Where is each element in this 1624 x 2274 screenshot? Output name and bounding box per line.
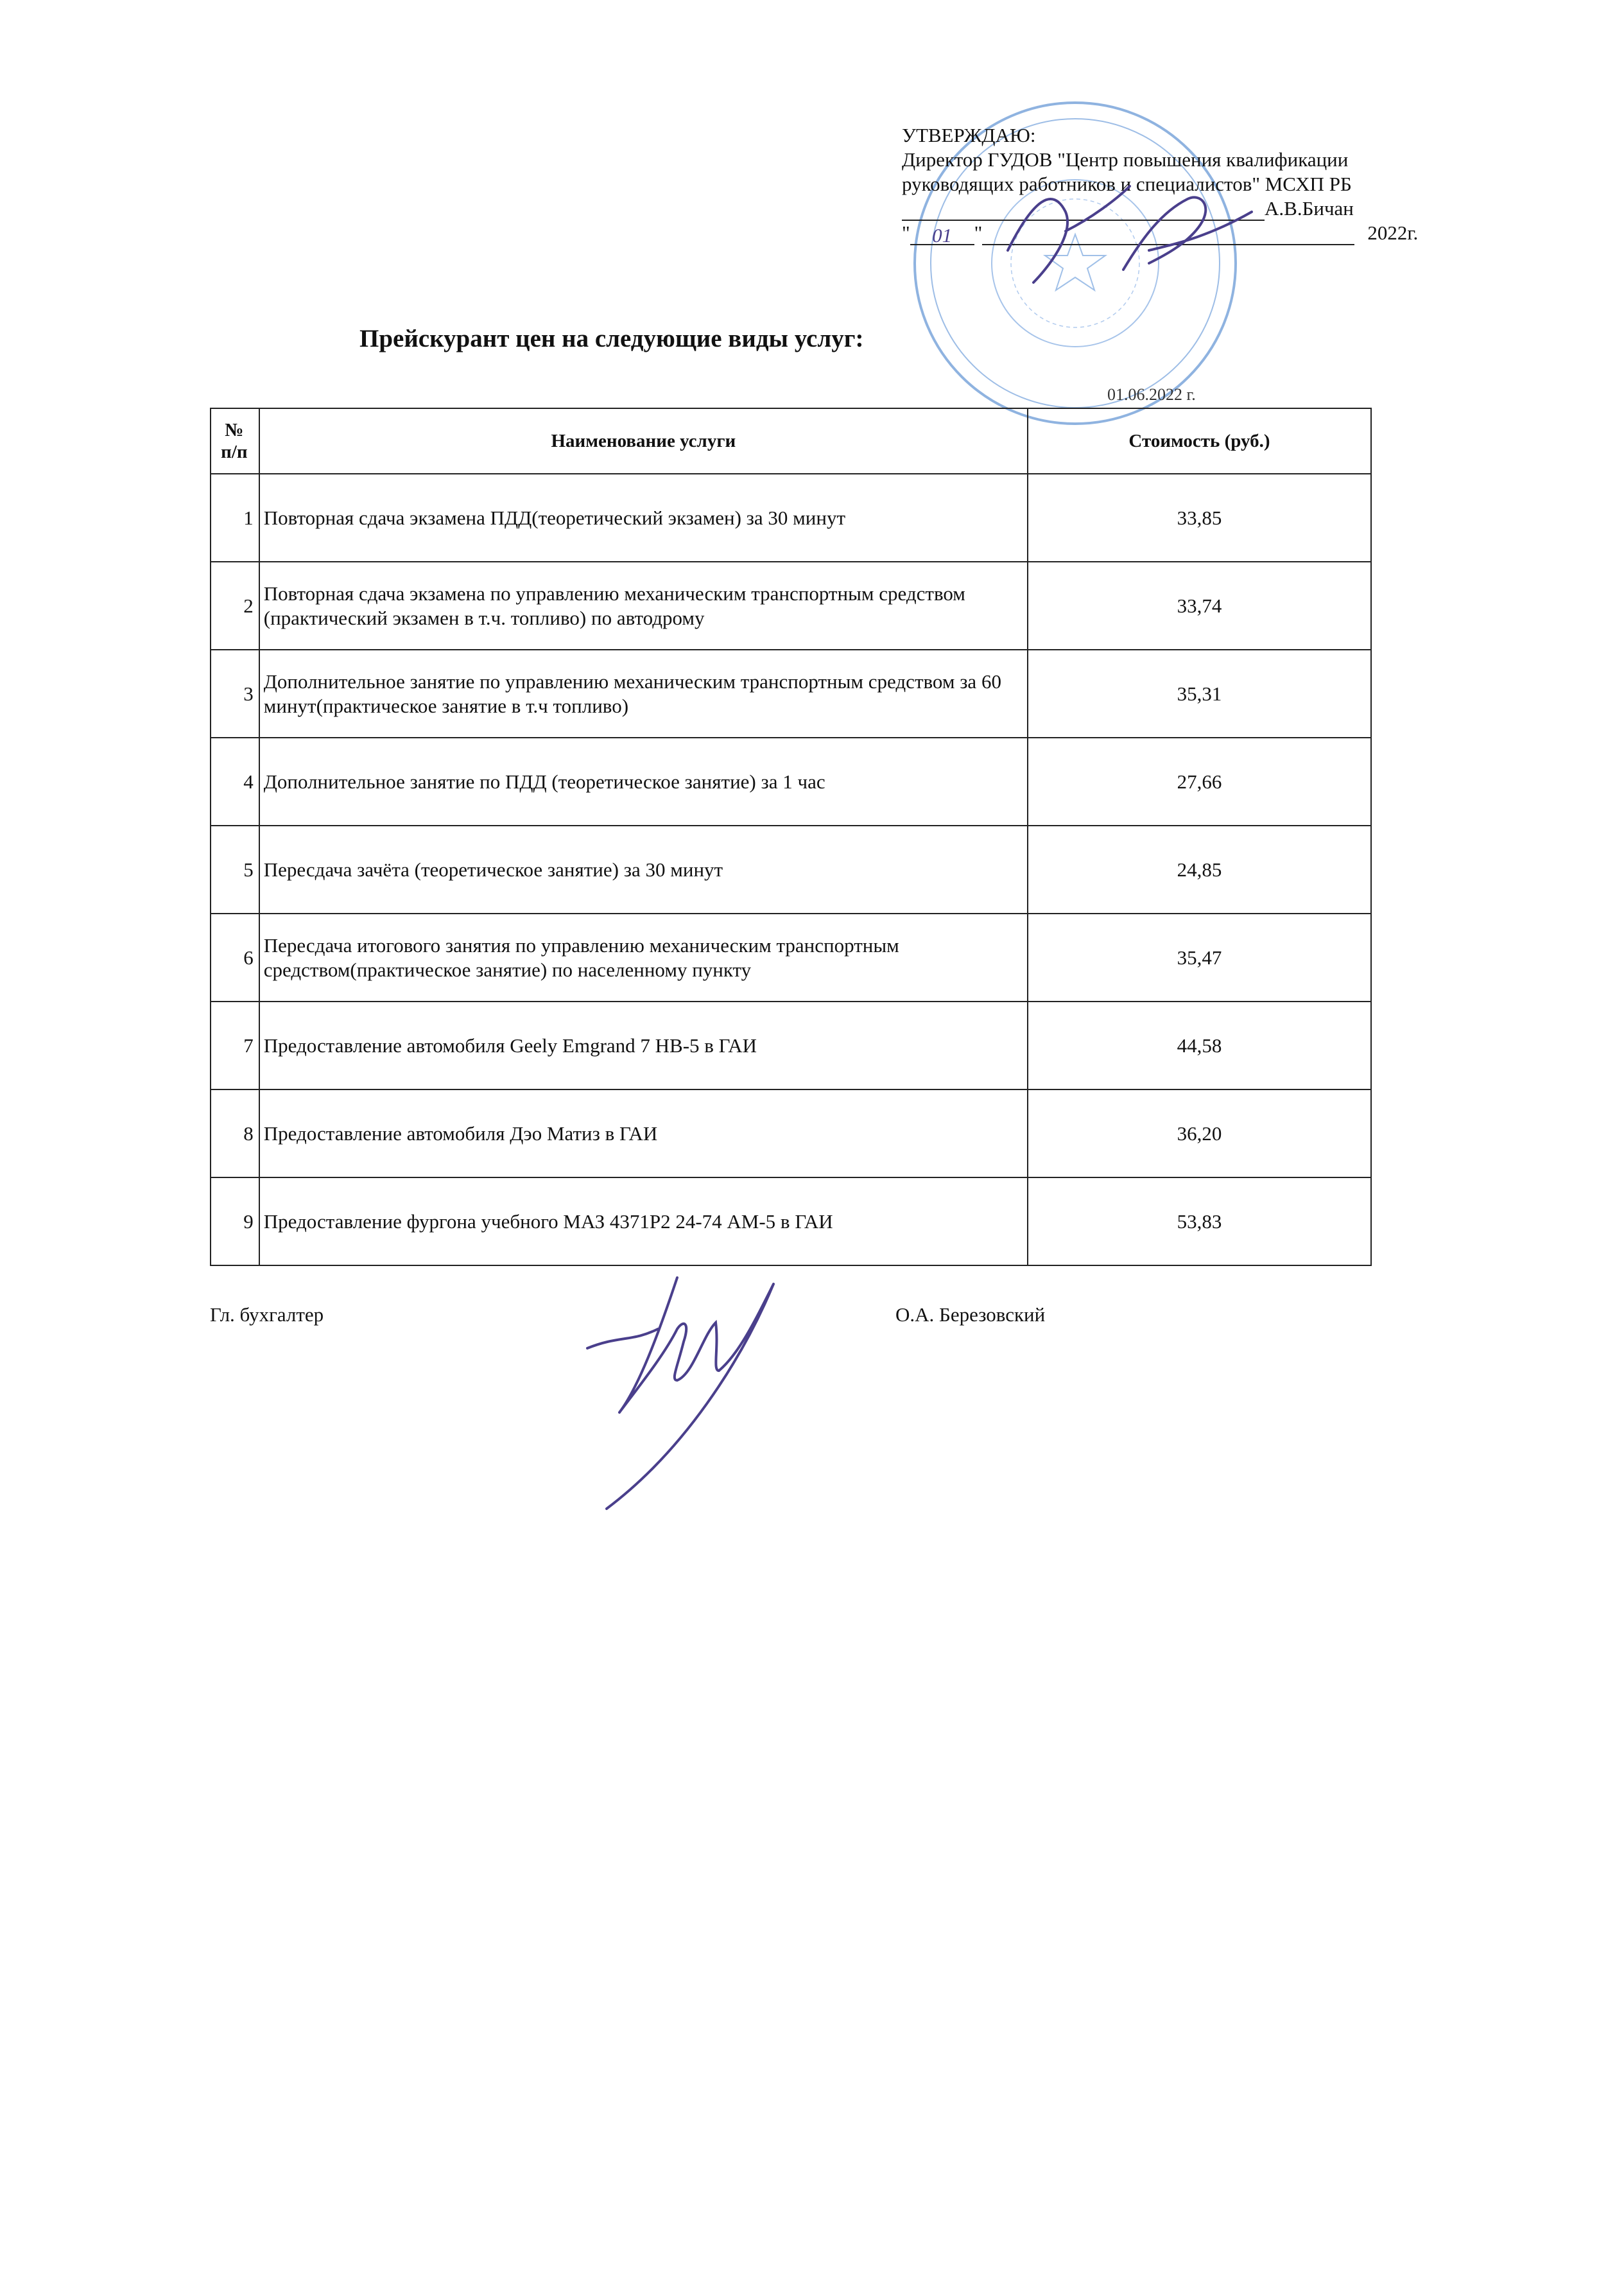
row-num: 3 [211, 650, 259, 738]
row-num: 6 [211, 914, 259, 1002]
row-name: Дополнительное занятие по ПДД (теоретическое занятие) за 1 час [259, 738, 1028, 826]
date-year: 2022г. [1367, 221, 1419, 244]
row-name: Предоставление фургона учебного МАЗ 4371Р2 24-74 АМ-5 в ГАИ [259, 1177, 1028, 1265]
table-row [211, 914, 1371, 1002]
row-cost: 35,31 [1028, 650, 1371, 738]
date-day: 01 [910, 223, 974, 245]
director-signature-icon [995, 173, 1265, 302]
date-open-quote: " [902, 221, 910, 244]
row-num: 1 [211, 474, 259, 562]
row-cost: 53,83 [1028, 1177, 1371, 1265]
table-row [211, 1177, 1371, 1265]
row-num: 9 [211, 1177, 259, 1265]
page-title: Прейскурант цен на следующие виды услуг: [359, 325, 864, 352]
row-cost: 27,66 [1028, 738, 1371, 826]
row-cost: 36,20 [1028, 1089, 1371, 1177]
row-cost: 24,85 [1028, 826, 1371, 914]
row-cost: 33,85 [1028, 474, 1371, 562]
header-num: № п/п [211, 408, 259, 474]
table-header-row [211, 408, 1371, 474]
row-num: 7 [211, 1002, 259, 1089]
row-num: 8 [211, 1089, 259, 1177]
header-name: Наименование услуги [259, 408, 1028, 474]
table-row [211, 738, 1371, 826]
table-row [211, 562, 1371, 650]
table-row [211, 1089, 1371, 1177]
table-row [211, 1002, 1371, 1089]
accountant-name: О.А. Березовский [895, 1303, 1046, 1326]
row-num: 5 [211, 826, 259, 914]
approval-heading: УТВЕРЖДАЮ: [902, 124, 1036, 146]
row-name: Повторная сдача экзамена ПДД(теоретический экзамен) за 30 минут [259, 474, 1028, 562]
table-row [211, 650, 1371, 738]
row-name: Пересдача зачёта (теоретическое занятие) за 30 минут [259, 826, 1028, 914]
row-name: Дополнительное занятие по управлению механическим транспортным средством за 60 минут(практическое занятие в т.ч топливо) [259, 650, 1028, 738]
table-row [211, 474, 1371, 562]
accountant-signature-icon [581, 1258, 799, 1515]
accountant-title: Гл. бухгалтер [210, 1303, 324, 1326]
document-date: 01.06.2022 г. [1107, 385, 1196, 404]
row-num: 2 [211, 562, 259, 650]
row-cost: 35,47 [1028, 914, 1371, 1002]
table-row [211, 826, 1371, 914]
price-table [210, 408, 1372, 1266]
approval-line-1: Директор ГУДОВ "Центр повышения квалификации [902, 148, 1349, 171]
row-cost: 44,58 [1028, 1002, 1371, 1089]
header-cost: Стоимость (руб.) [1028, 408, 1371, 474]
row-name: Предоставление автомобиля Дэо Матиз в ГАИ [259, 1089, 1028, 1177]
row-name: Предоставление автомобиля Geely Emgrand 7 HB-5 в ГАИ [259, 1002, 1028, 1089]
row-name: Повторная сдача экзамена по управлению механическим транспортным средством (практический экзамен в т.ч. топливо) по автодрому [259, 562, 1028, 650]
row-cost: 33,74 [1028, 562, 1371, 650]
row-num: 4 [211, 738, 259, 826]
approver-name: А.В.Бичан [1265, 197, 1354, 220]
row-name: Пересдача итогового занятия по управлению механическим транспортным средством(практическое занятие) по населенному пункту [259, 914, 1028, 1002]
approval-line-2: руководящих работников и специалистов" МСХП РБ [902, 173, 1352, 195]
date-close-quote: " [974, 221, 983, 244]
